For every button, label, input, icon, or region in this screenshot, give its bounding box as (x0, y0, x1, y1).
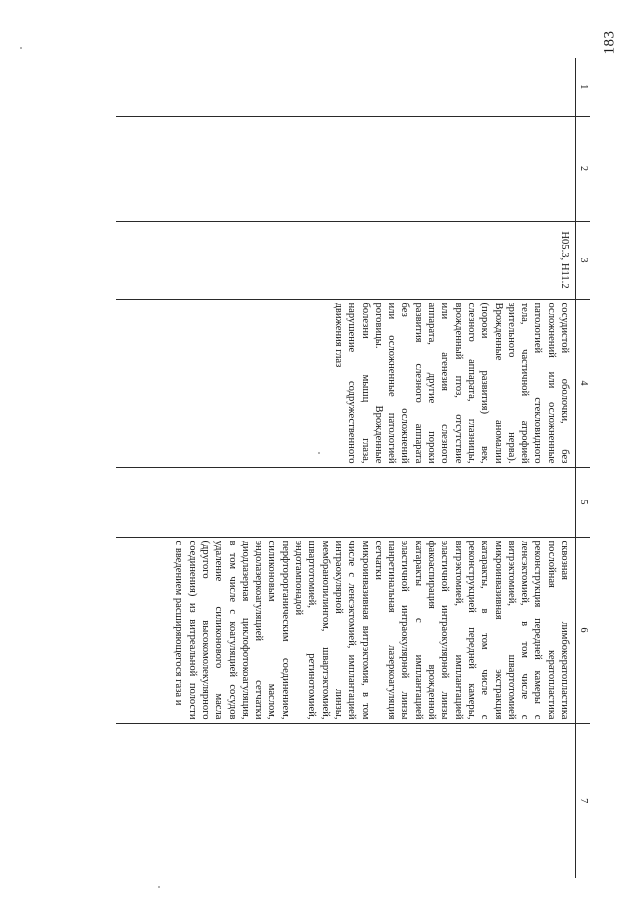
text-line: интраокулярной линзы, (332, 540, 344, 720)
text-line: катаракты, в том числе с (479, 540, 491, 720)
cell-col2 (116, 116, 576, 221)
cell-col5 (116, 467, 576, 537)
text-line: реконструкцией передней камеры, (465, 540, 477, 720)
text-line: факоаспирация врожденной (426, 540, 438, 720)
text-line: эндотампонадой (293, 540, 305, 616)
text-line: диодлазерная циклофотокоагуляция, (239, 540, 251, 720)
table-row (116, 58, 576, 878)
cell-treatment-methods (116, 537, 576, 723)
text-line: сосудистой оболочки, без (559, 302, 570, 464)
text-line: патологией стекловидного (532, 302, 544, 464)
text-line: микроинвазивная витрэктомия, в том (359, 540, 371, 720)
text-line: реконструкция передней камеры с (532, 540, 544, 720)
text-line: послойная кератопластика (545, 540, 557, 720)
text-line: зрительного нерва). (505, 302, 517, 464)
text-line: осложнений или осложненные (545, 302, 557, 464)
text-line: числе с ленсэктомией, имплантацией (346, 540, 358, 720)
cell-col7 (116, 723, 576, 878)
procedures-table-rotated (120, 58, 590, 878)
text-line: удаление силиконового масла (213, 540, 225, 720)
text-line: без осложнений (399, 302, 411, 464)
text-line: панретинальная лазеркоагуляция (386, 540, 398, 720)
text-line: эндолазеркоагуляцией сетчатки (253, 540, 265, 720)
scan-speck (20, 47, 22, 49)
text-line: эластичной интраокулярной линзы (399, 540, 411, 720)
text-line: сетчатки (372, 540, 384, 580)
text-line: нарушение содружественного (346, 302, 358, 464)
text-line: или осложненные патологией (386, 302, 398, 464)
column-header: 2 (576, 116, 591, 221)
header-row (576, 58, 591, 878)
text-line: с введением расширяющегося газа и (173, 540, 185, 706)
text-line: сквозная лимбокератопластика (559, 540, 570, 720)
text-line: тела, частичной атрофией (519, 302, 531, 464)
page-number (600, 22, 620, 62)
text-line: врожденный птоз, отсутствие (452, 302, 464, 464)
text-line: швартотомией, ретинотомией, (306, 540, 318, 720)
procedures-table (116, 58, 590, 878)
text-line: Врожденные аномалии (492, 302, 504, 464)
scan-speck (158, 886, 160, 888)
text-line: эластичной интраокулярной линзы (439, 540, 451, 720)
text-line: аппарата, другие пороки (426, 302, 438, 464)
text-line: перфторорганическим соединением, (279, 540, 291, 720)
text-line: (пороки развития) век, (479, 302, 491, 464)
text-line: витрэктомией, имплантацией (452, 540, 464, 720)
page-number-text: 183 (601, 30, 618, 54)
text-line: силиконовым маслом, (266, 540, 278, 720)
cell-diagnosis-code: H05.3, H11.2 (116, 221, 576, 299)
cell-col1 (116, 58, 576, 116)
text-line: (другого высокомолекулярного (199, 540, 211, 720)
text-line: катаракты с имплантацией (412, 540, 424, 720)
text-line: слезного аппарата, глазницы, (465, 302, 477, 464)
column-header: 7 (576, 723, 591, 878)
text-line: роговицы. Врожденные (372, 302, 384, 464)
text-line: движения глаз (332, 302, 344, 368)
text-line: микроинвазивная экстракция (492, 540, 504, 720)
text-line: соединения) из витреальной полости (186, 540, 198, 720)
text-line: или агенезия слезного (439, 302, 451, 464)
cell-diagnosis-description (116, 299, 576, 467)
text-line: мембранопилингом, швартэктомией, (319, 540, 331, 720)
column-header: 3 (576, 221, 591, 299)
column-header: 4 (576, 299, 591, 467)
column-header: 5 (576, 467, 591, 537)
column-header: 6 (576, 537, 591, 723)
text-line: витрэктомией, швартотомией (505, 540, 517, 720)
text-line: в том числе с коагуляцией сосудов (226, 540, 238, 720)
text-line: болезни мышц глаза, (359, 302, 371, 464)
text-line: развития слезного аппарата (412, 302, 424, 464)
column-header: 1 (576, 58, 591, 116)
text-line: ленсэктомией, в том числе с (519, 540, 531, 720)
